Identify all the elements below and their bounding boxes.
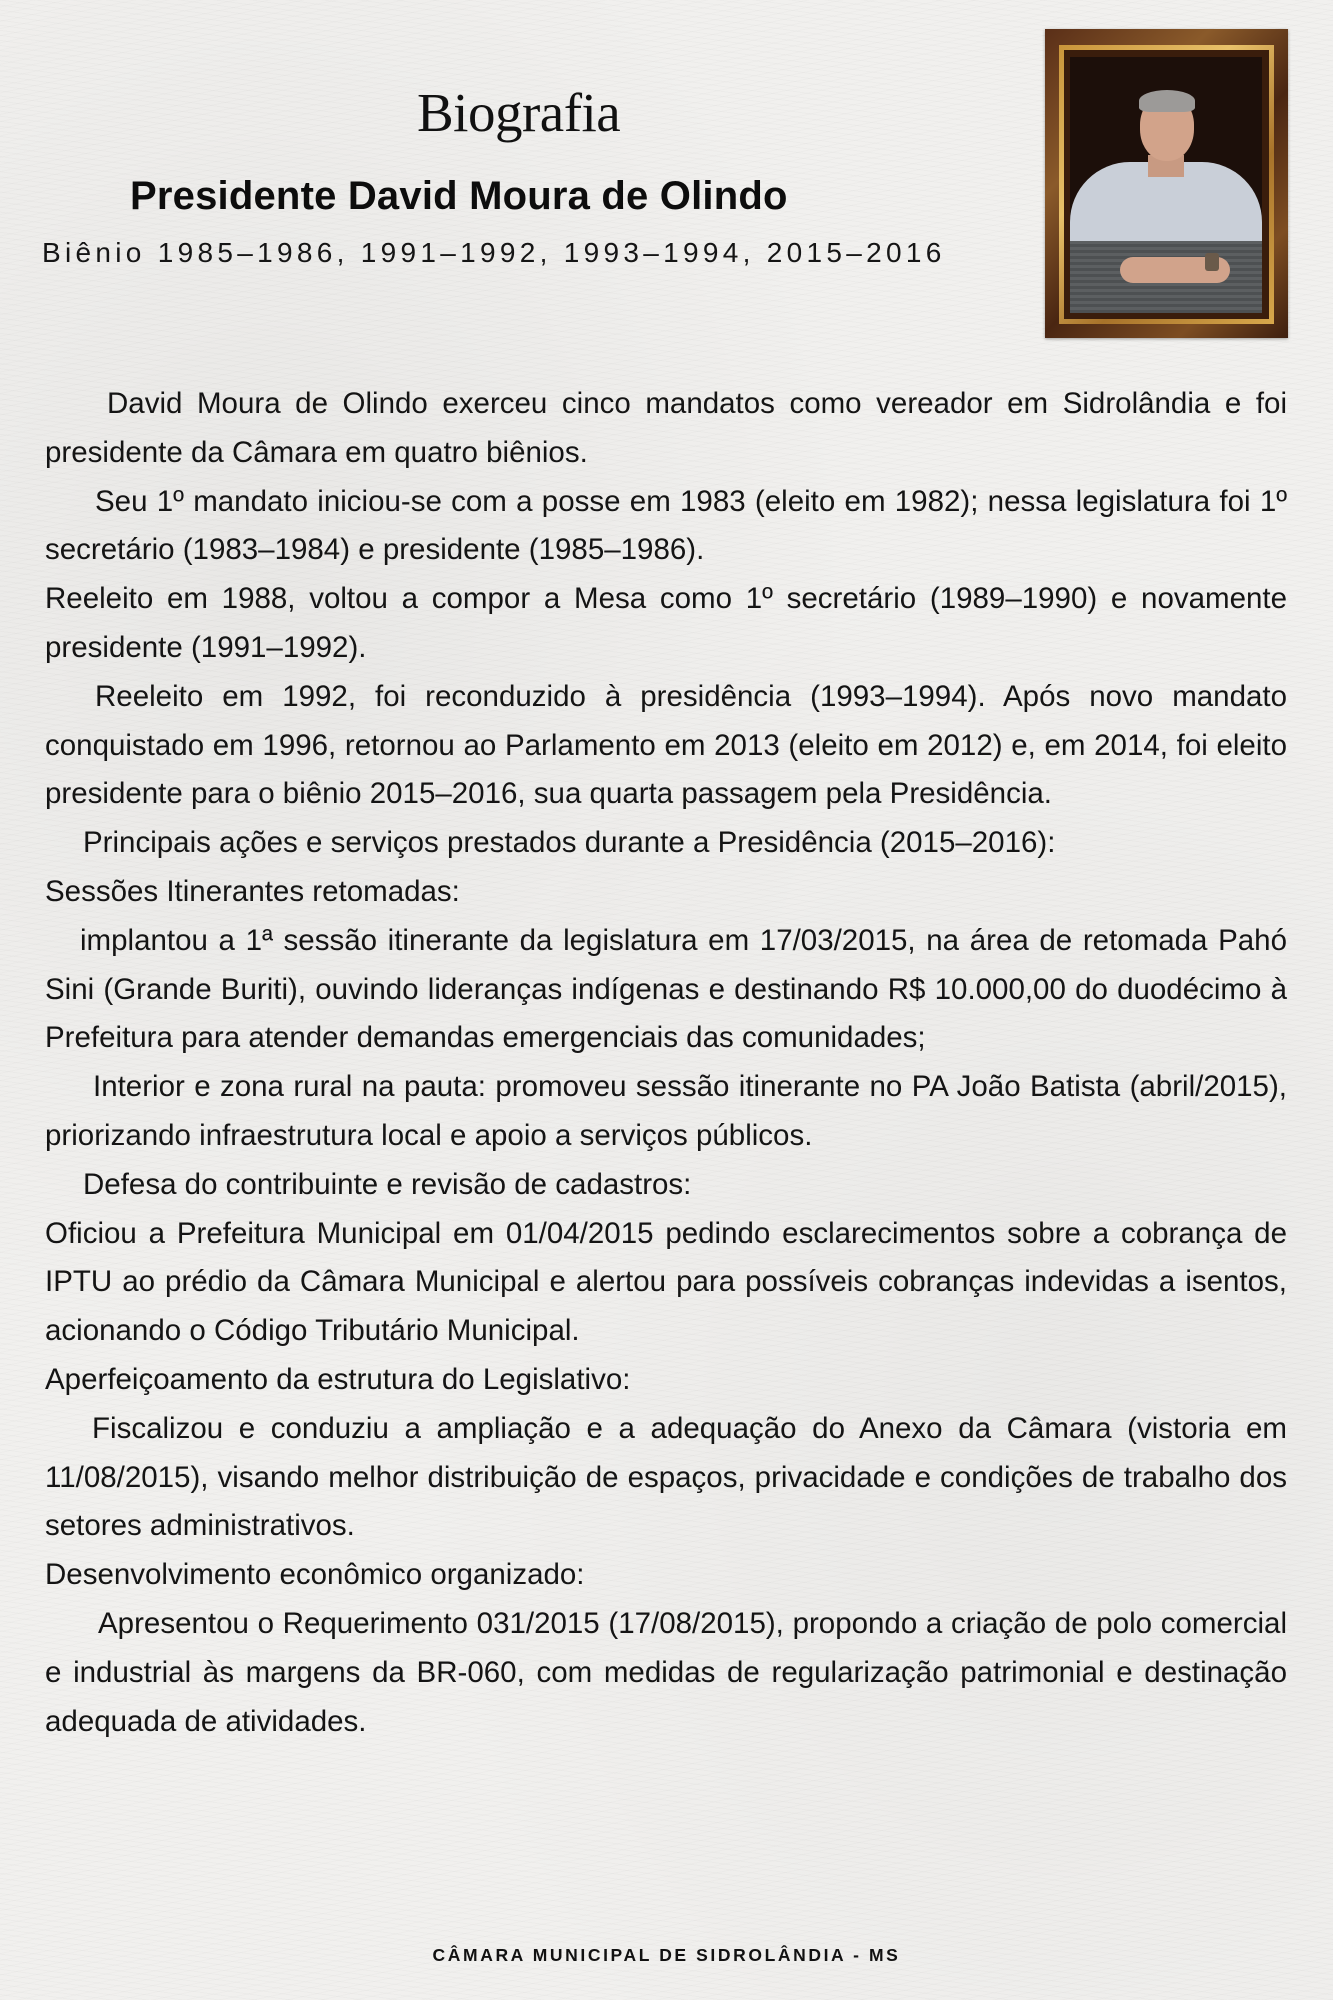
section-heading-taxpayer: Defesa do contribuinte e revisão de cadastros:	[83, 1167, 692, 1201]
footer-institution: CÂMARA MUNICIPAL DE SIDROLÂNDIA - MS	[432, 1945, 901, 1965]
paragraph-reelection-1992: Reeleito em 1992, foi reconduzido à presidência (1993–1994). Após novo mandato conquistado em 1996, retornou ao Parlamento em 2013 (eleito em 2012) e, em 2014, foi eleito presidente para o biênio 2015–2016, sua quarta passagem pela Presidência.	[45, 679, 1287, 811]
section-title: Biografia	[417, 82, 621, 143]
paragraph-iptu: Oficiou a Prefeitura Municipal em 01/04/2015 pedindo esclarecimentos sobre a cobrança de IPTU ao prédio da Câmara Municipal e alertou para possíveis cobranças indevidas a isentos, acionando o Código Tributário Municipal.	[45, 1216, 1287, 1348]
terms-subtitle: Biênio 1985–1986, 1991–1992, 1993–1994, 2015–2016	[42, 237, 946, 268]
paragraph-rural-session: Interior e zona rural na pauta: promoveu sessão itinerante no PA João Batista (abril/2015), priorizando infraestrutura local e apoio a serviços públicos.	[45, 1070, 1287, 1152]
paragraph-itinerant-session: implantou a 1ª sessão itinerante da legislatura em 17/03/2015, na área de retomada Pahó Sini (Grande Buriti), ouvindo lideranças indígenas e destinando R$ 10.000,00 do duodécimo à Prefeitura para atender demandas emergenciais das comunidades;	[45, 923, 1287, 1055]
photo-hair	[1139, 90, 1195, 112]
portrait-photo	[1070, 57, 1262, 313]
photo-watch	[1205, 253, 1219, 271]
biography-body	[45, 380, 1287, 1746]
paragraph-reelection-1988: Reeleito em 1988, voltou a compor a Mesa como 1º secretário (1989–1990) e novamente presidente (1991–1992).	[45, 582, 1287, 664]
portrait-frame	[1045, 29, 1288, 338]
paragraph-intro: David Moura de Olindo exerceu cinco mandatos como vereador em Sidrolândia e foi presidente da Câmara em quatro biênios.	[45, 387, 1287, 469]
paragraph-annex: Fiscalizou e conduziu a ampliação e a adequação do Anexo da Câmara (vistoria em 11/08/2015), visando melhor distribuição de espaços, privacidade e condições de trabalho dos setores administrativos.	[45, 1411, 1287, 1543]
paragraph-first-term: Seu 1º mandato iniciou-se com a posse em 1983 (eleito em 1982); nessa legislatura foi 1º secretário (1983–1984) e presidente (1985–1986).	[45, 484, 1287, 567]
section-heading-economic: Desenvolvimento econômico organizado:	[45, 1558, 585, 1592]
person-title: Presidente David Moura de Olindo	[130, 174, 788, 218]
section-heading-itinerant: Sessões Itinerantes retomadas:	[45, 874, 460, 908]
section-heading-structure: Aperfeiçoamento da estrutura do Legislativo:	[45, 1362, 631, 1396]
paragraph-actions-heading: Principais ações e serviços prestados durante a Presidência (2015–2016):	[83, 826, 1056, 860]
paragraph-requirement: Apresentou o Requerimento 031/2015 (17/08/2015), propondo a criação de polo comercial e industrial às margens da BR-060, com medidas de regularização patrimonial e destinação adequada de atividades.	[45, 1606, 1287, 1738]
